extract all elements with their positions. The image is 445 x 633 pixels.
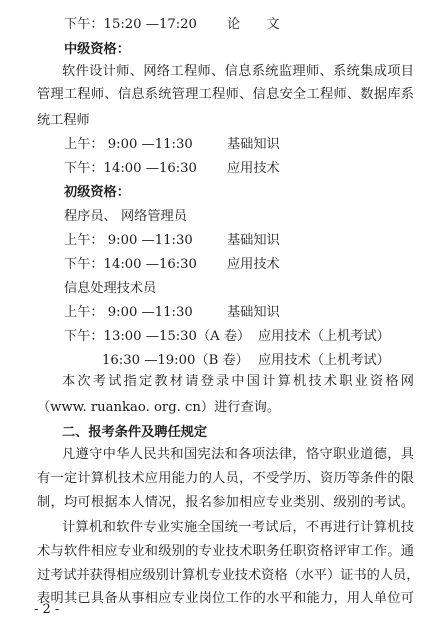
intermediate-roles-line-1: 软件设计师、网络工程师、信息系统监理师、系统集成项目: [62, 64, 414, 79]
schedule-subject: 应用技术: [227, 161, 280, 176]
paragraph-line: 凡遵守中华人民共和国宪法和各项法律，恪守职业道德，具: [62, 447, 414, 462]
schedule-subject: 论 文: [227, 17, 280, 32]
paragraph-line: 制，均可根据本人情况，报名参加相应专业类别、级别的考试。: [37, 495, 414, 510]
schedule-time: 上午： 9:00 —11:30: [64, 305, 193, 320]
schedule-time: 下午：13:00 —15:30（A 卷）: [64, 329, 251, 344]
textbook-note-line-2: （www. ruankao. org. cn）进行查询。: [37, 400, 281, 415]
junior-heading: 初级资格：: [64, 185, 130, 200]
intermediate-roles-line-3: 统工程师: [37, 113, 90, 128]
schedule-subject: 应用技术: [227, 257, 280, 272]
schedule-time: 上午： 9:00 —11:30: [64, 137, 193, 152]
schedule-time: 下午：14:00 —16:30: [64, 161, 197, 176]
intermediate-roles-line-2: 管理工程师、信息系统管理工程师、信息安全工程师、数据库系: [37, 87, 414, 102]
paragraph-line: 表明其已具备从事相应专业岗位工作的水平和能力，用人单位可: [37, 591, 414, 606]
schedule-time: 下午：14:00 —16:30: [64, 257, 197, 272]
schedule-subject: 基础知识: [227, 233, 280, 248]
paragraph-line: 过考试并获得相应级别计算机专业技术资格（水平）证书的人员，: [37, 568, 420, 583]
junior-roles-b: 信息处理技术员: [64, 281, 157, 296]
schedule-subject: 基础知识: [227, 305, 280, 320]
intermediate-heading: 中级资格：: [64, 42, 130, 57]
paragraph-line: 有一定计算机技术应用能力的人员，不受学历、资历等条件的限: [37, 471, 414, 486]
section-heading: 二、报考条件及聘任规定: [62, 425, 208, 440]
schedule-subject: 应用技术（上机考试）: [258, 353, 390, 368]
paragraph-line: 计算机和软件专业实施全国统一考试后，不再进行计算机技: [62, 520, 414, 535]
junior-roles-a: 程序员、 网络管理员: [64, 209, 187, 224]
textbook-note-line-1: 本次考试指定教材请登录中国计算机技术职业资格网: [62, 374, 414, 389]
paragraph-line: 术与软件相应专业和级别的专业技术职务任职资格评审工作。通: [37, 544, 414, 559]
schedule-time: 16:30 —19:00（B 卷）: [102, 353, 249, 368]
schedule-time: 下午：15:20 —17:20: [64, 17, 197, 32]
schedule-subject: 基础知识: [227, 137, 280, 152]
page-number: - 2 -: [34, 602, 60, 617]
schedule-subject: 应用技术（上机考试）: [258, 329, 390, 344]
schedule-time: 上午： 9:00 —11:30: [64, 233, 193, 248]
